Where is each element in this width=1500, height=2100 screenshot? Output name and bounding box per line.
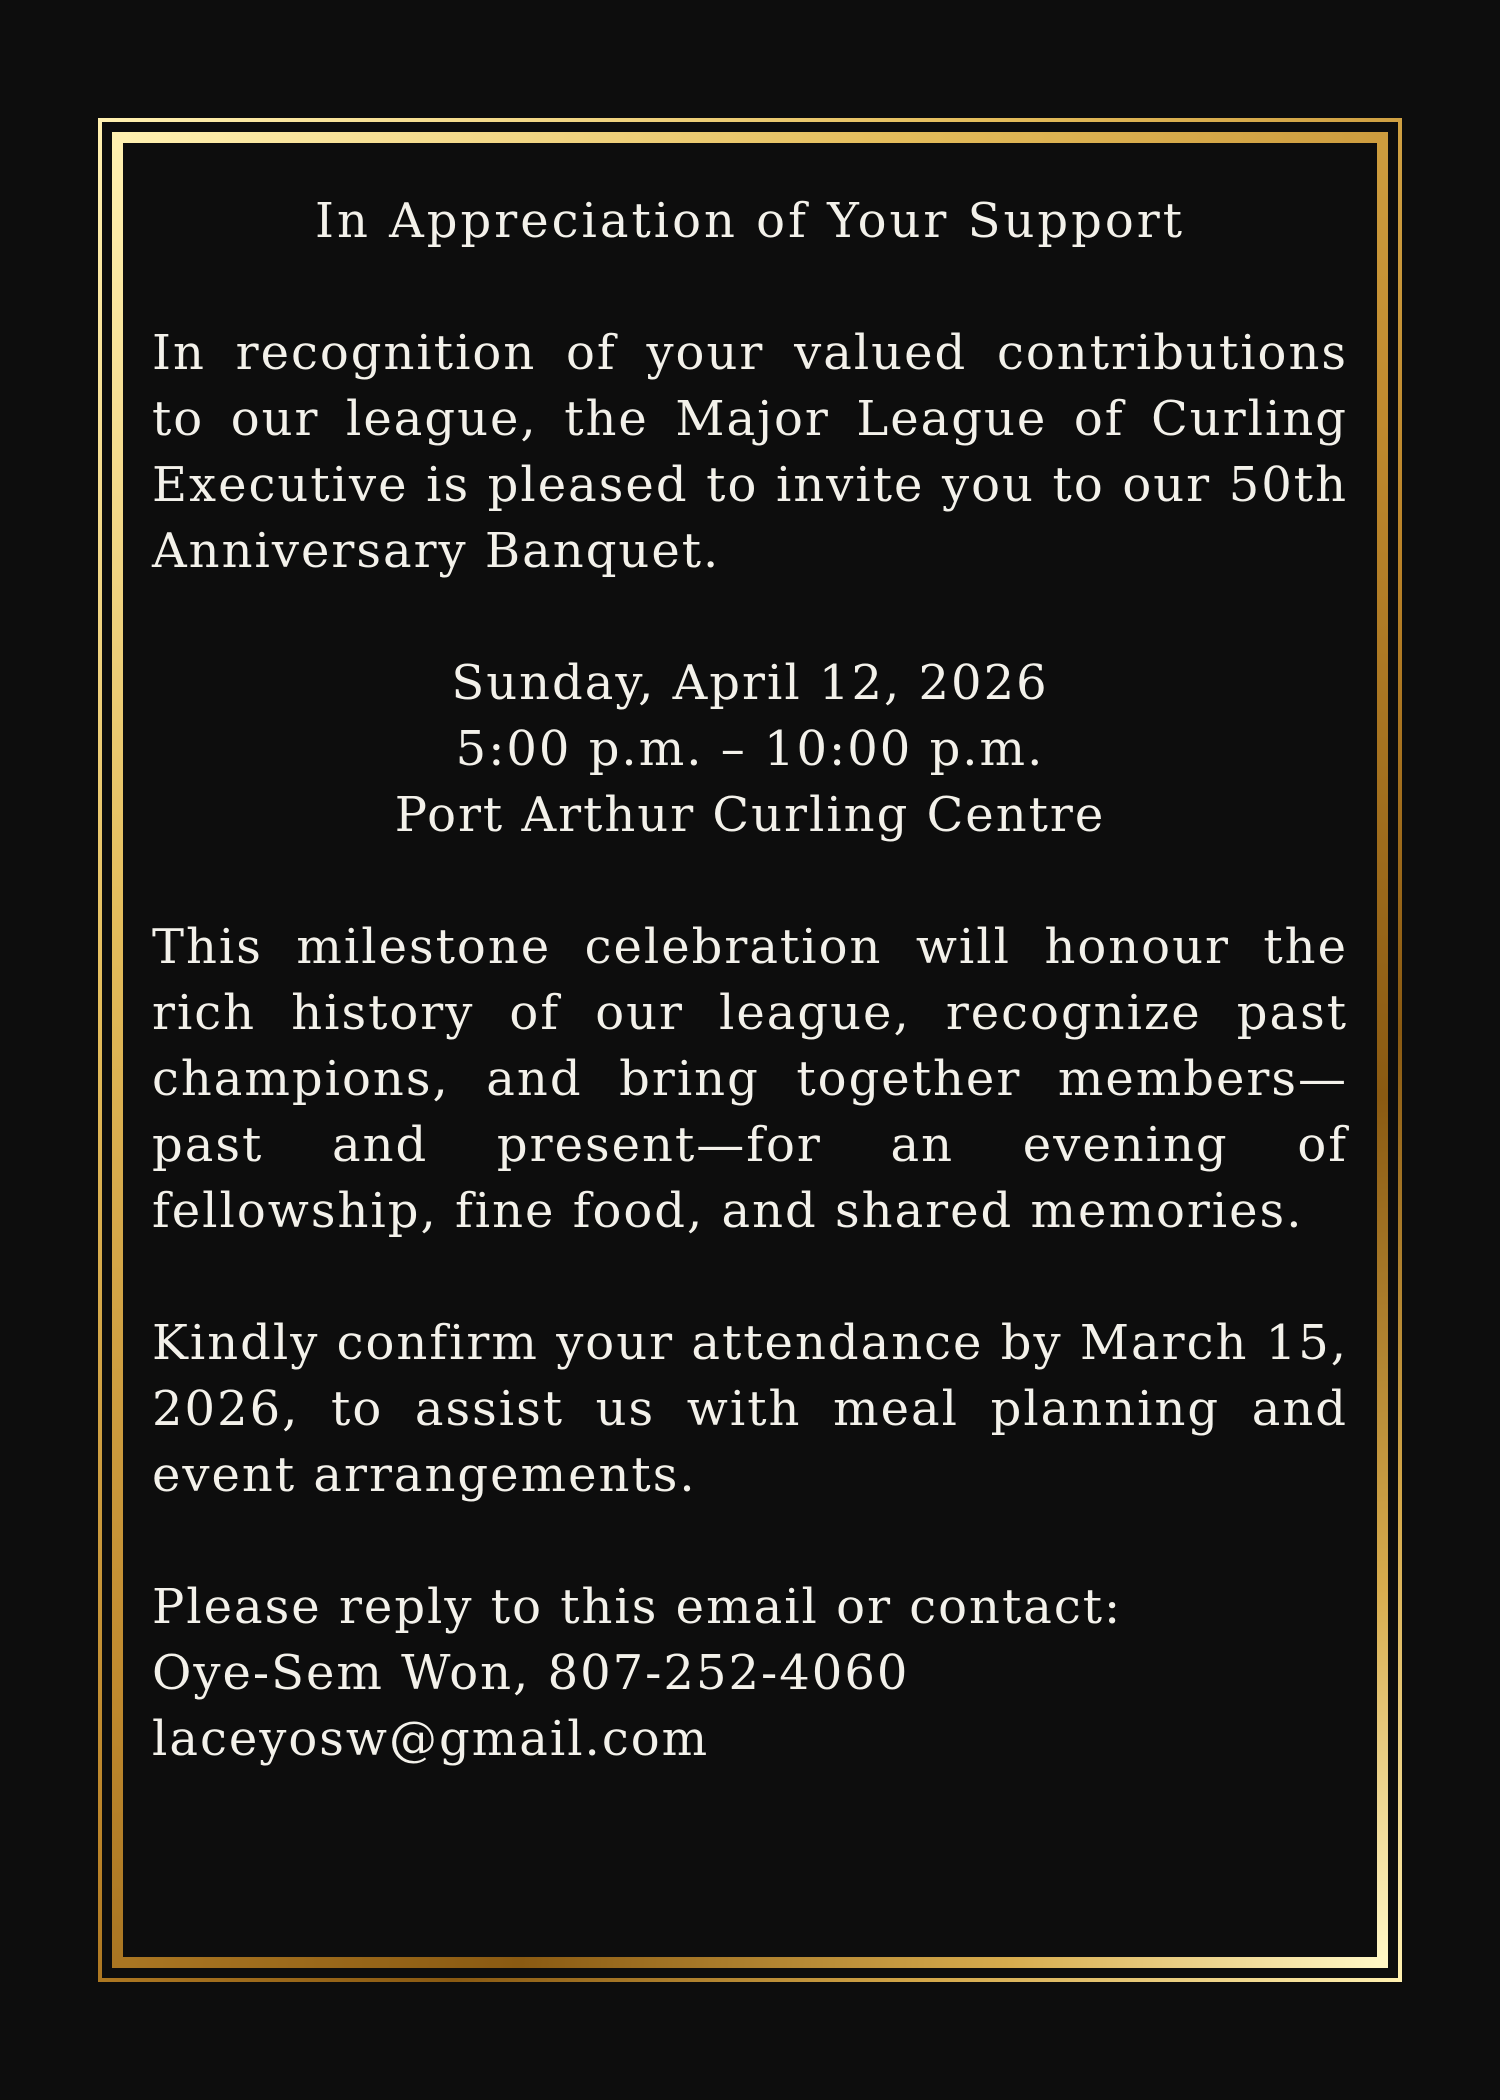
contact-block <box>152 1574 1348 1772</box>
invitation-card <box>152 188 1348 1772</box>
rsvp-paragraph: Kindly confirm your attendance by March 15, 2026, to assist us with meal planning and event arrangements. <box>152 1315 1348 1503</box>
invitation-title: In Appreciation of Your Support <box>315 193 1185 249</box>
contact-prompt: Please reply to this email or contact: <box>152 1579 1123 1635</box>
event-details <box>152 650 1348 848</box>
intro-paragraph: In recognition of your valued contributions to our league, the Major League of Curling Executive is pleased to invite you to our 50th Anniversary Banquet. <box>152 325 1348 579</box>
event-date: Sunday, April 12, 2026 <box>451 655 1049 711</box>
description-paragraph: This milestone celebration will honour the rich history of our league, recognize past champions, and bring together members—past and present—for an evening of fellowship, fine food, and shared memories. <box>152 919 1348 1239</box>
event-time: 5:00 p.m. – 10:00 p.m. <box>455 721 1045 777</box>
event-venue: Port Arthur Curling Centre <box>394 787 1106 843</box>
contact-email[interactable]: laceyosw@gmail.com <box>152 1711 710 1767</box>
contact-person: Oye-Sem Won, 807-252-4060 <box>152 1645 910 1701</box>
